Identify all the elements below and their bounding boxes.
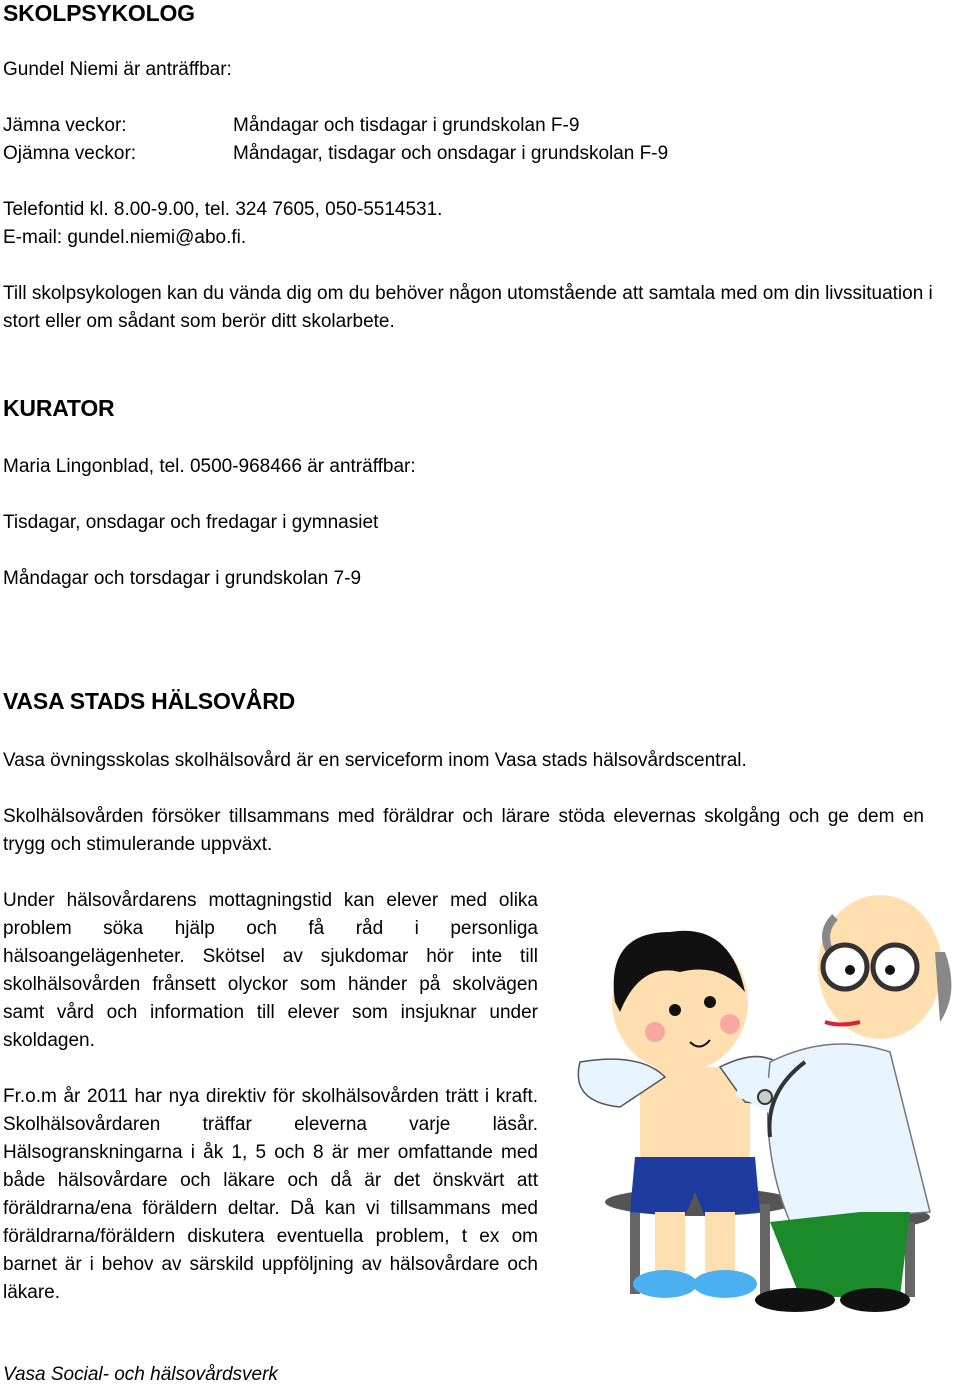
skolpsykolog-intro: Gundel Niemi är anträffbar: [3,59,232,80]
doctor-figure [740,895,951,1312]
kurator-intro: Maria Lingonblad, tel. 0500-968466 är anträffbar: [3,456,416,477]
schedule-row-odd [3,140,668,168]
schedule-value: Måndagar och tisdagar i grundskolan F-9 [233,115,580,136]
halsovard-paragraph-4: Fr.o.m år 2011 har nya direktiv för skolhälsovården trätt i kraft. Skolhälsovårdaren träffar eleverna varje läsår. Hälsogranskningarna i åk 1, 5 och 8 är mer omfattande med både hälsovårdare och läkare och då är det önskvärt att föräldrarna/ena föräldern deltar. Då kan vi tillsammans med föräldrarna/föräldern diskutera eventuella problem, t ex om barnet är i behov av särskild uppföljning av hälsovårdare och läkare. [3,1086,538,1303]
schedule-value: Måndagar, tisdagar och onsdagar i grundskolan F-9 [233,143,669,164]
email-text: E-mail: gundel.niemi@abo.fi. [3,227,247,248]
kurator-grundskola-days: Måndagar och torsdagar i grundskolan 7-9 [3,568,362,589]
kurator-gymnasium-days: Tisdagar, onsdagar och fredagar i gymnasiet [3,512,379,533]
schedule-label: Ojämna veckor: [3,143,137,164]
phone-hours: Telefontid kl. 8.00-9.00, tel. 324 7605, 050-5514531. [3,199,443,220]
halsovard-paragraph-3: Under hälsovårdarens mottagningstid kan elever med olika problem söka hjälp och få råd i personliga hälsoangelägenheter. Skötsel av sjukdomar hör inte till skolhälsovården frånsett olyckor som händer på skolvägen samt vård och information till elever som insjuknar under skoldagen. [3,890,538,1051]
halsovard-paragraph-2: Skolhälsovården försöker tillsammans med föräldrar och lärare stöda elevernas skolgång och ge dem en trygg och stimulerande uppväxt. [3,806,924,855]
schedule-row-even [3,112,579,140]
footer-organization: Vasa Social- och hälsovårdsverk [3,1364,278,1385]
doctor-examining-child-illustration [560,892,960,1312]
halsovard-heading: VASA STADS HÄLSOVÅRD [3,688,296,714]
skolpsykolog-heading: SKOLPSYKOLOG [3,0,195,26]
halsovard-paragraph-1: Vasa övningsskolas skolhälsovård är en serviceform inom Vasa stads hälsovårdscentral. [3,750,747,771]
child-figure [578,931,790,1298]
skolpsykolog-description: Till skolpsykologen kan du vända dig om du behöver någon utomstående att samtala med om din livssituation i stort eller om sådant som berör ditt skolarbete. [3,283,933,332]
schedule-label: Jämna veckor: [3,115,127,136]
kurator-heading: KURATOR [3,395,115,421]
